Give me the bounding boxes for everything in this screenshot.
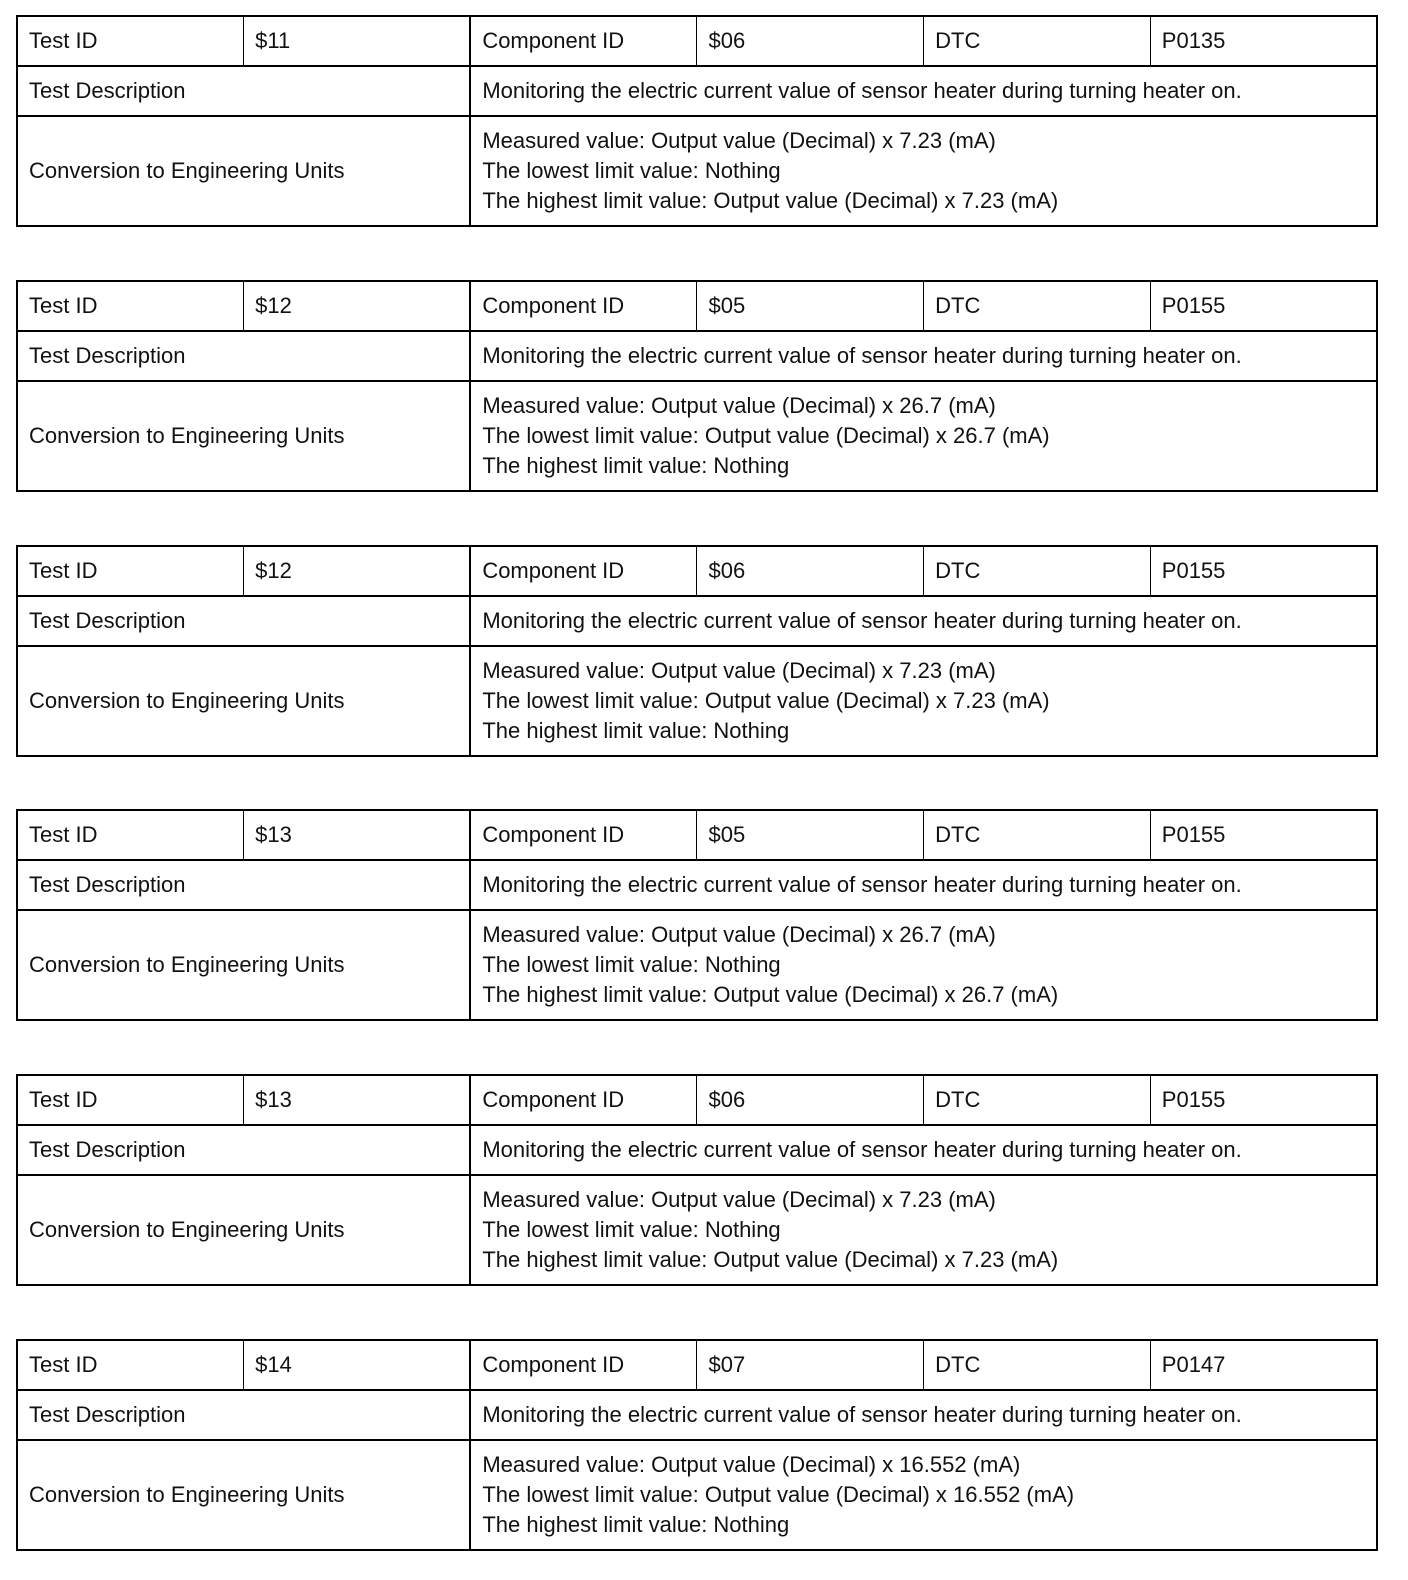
conversion-label: Conversion to Engineering Units <box>17 1175 470 1285</box>
component-id-label: Component ID <box>470 546 697 596</box>
conversion-line: Measured value: Output value (Decimal) x 7.23 (mA) <box>482 1187 996 1213</box>
test-description-label: Test Description <box>17 1125 470 1175</box>
test-id-label: Test ID <box>17 16 244 66</box>
test-id-label: Test ID <box>17 1340 244 1390</box>
description-row <box>17 1125 1377 1175</box>
test-spec-table <box>16 545 1378 757</box>
conversion-value <box>470 381 1377 491</box>
test-description-label: Test Description <box>17 66 470 116</box>
test-description-value: Monitoring the electric current value of sensor heater during turning heater on. <box>470 1390 1377 1440</box>
description-row <box>17 331 1377 381</box>
conversion-line: The highest limit value: Output value (Decimal) x 26.7 (mA) <box>482 982 1059 1008</box>
component-id-label: Component ID <box>470 1340 697 1390</box>
id-row <box>17 1340 1377 1390</box>
conversion-label: Conversion to Engineering Units <box>17 381 470 491</box>
conversion-value <box>470 116 1377 226</box>
test-spec-table <box>16 809 1378 1021</box>
dtc-label: DTC <box>924 16 1151 66</box>
component-id-value: $05 <box>697 281 924 331</box>
component-id-value: $06 <box>697 1075 924 1125</box>
conversion-line: The highest limit value: Output value (Decimal) x 7.23 (mA) <box>482 1247 1059 1273</box>
test-id-value: $13 <box>244 810 471 860</box>
component-id-value: $07 <box>697 1340 924 1390</box>
test-spec-table <box>16 15 1378 227</box>
description-row <box>17 860 1377 910</box>
conversion-line: The lowest limit value: Nothing <box>482 952 781 978</box>
conversion-line: The highest limit value: Nothing <box>482 717 790 743</box>
test-id-value: $14 <box>244 1340 471 1390</box>
conversion-row <box>17 381 1377 491</box>
conversion-line: The lowest limit value: Output value (Decimal) x 7.23 (mA) <box>482 687 1050 713</box>
test-description-label: Test Description <box>17 331 470 381</box>
test-id-label: Test ID <box>17 810 244 860</box>
conversion-row <box>17 1440 1377 1550</box>
dtc-label: DTC <box>924 1340 1151 1390</box>
id-row <box>17 16 1377 66</box>
test-id-label: Test ID <box>17 281 244 331</box>
dtc-label: DTC <box>924 1075 1151 1125</box>
description-row <box>17 66 1377 116</box>
test-id-label: Test ID <box>17 546 244 596</box>
description-row <box>17 596 1377 646</box>
component-id-value: $06 <box>697 16 924 66</box>
test-description-label: Test Description <box>17 596 470 646</box>
component-id-value: $05 <box>697 810 924 860</box>
component-id-label: Component ID <box>470 1075 697 1125</box>
conversion-line: The lowest limit value: Output value (Decimal) x 16.552 (mA) <box>482 1482 1075 1507</box>
id-row <box>17 1075 1377 1125</box>
test-id-label: Test ID <box>17 1075 244 1125</box>
test-description-label: Test Description <box>17 1390 470 1440</box>
conversion-line: Measured value: Output value (Decimal) x 26.7 (mA) <box>482 922 996 948</box>
dtc-value: P0155 <box>1150 810 1377 860</box>
conversion-line: Measured value: Output value (Decimal) x 26.7 (mA) <box>482 392 996 418</box>
test-id-value: $11 <box>244 16 471 66</box>
test-id-value: $12 <box>244 281 471 331</box>
test-description-value: Monitoring the electric current value of sensor heater during turning heater on. <box>470 66 1377 116</box>
conversion-line: Measured value: Output value (Decimal) x 7.23 (mA) <box>482 128 996 153</box>
dtc-label: DTC <box>924 281 1151 331</box>
dtc-value: P0147 <box>1150 1340 1377 1390</box>
dtc-label: DTC <box>924 810 1151 860</box>
conversion-label: Conversion to Engineering Units <box>17 646 470 756</box>
conversion-value <box>470 1175 1377 1285</box>
conversion-line: The highest limit value: Output value (Decimal) x 7.23 (mA) <box>482 188 1059 213</box>
test-id-value: $12 <box>244 546 471 596</box>
component-id-label: Component ID <box>470 281 697 331</box>
conversion-value <box>470 646 1377 756</box>
conversion-line: The highest limit value: Nothing <box>482 1512 790 1537</box>
conversion-row <box>17 116 1377 226</box>
conversion-label: Conversion to Engineering Units <box>17 116 470 226</box>
conversion-label: Conversion to Engineering Units <box>17 1440 470 1550</box>
test-description-value: Monitoring the electric current value of sensor heater during turning heater on. <box>470 860 1377 910</box>
id-row <box>17 281 1377 331</box>
component-id-label: Component ID <box>470 16 697 66</box>
test-id-value: $13 <box>244 1075 471 1125</box>
conversion-value <box>470 910 1377 1020</box>
conversion-line: Measured value: Output value (Decimal) x 16.552 (mA) <box>482 1452 1021 1477</box>
id-row <box>17 546 1377 596</box>
test-description-value: Monitoring the electric current value of sensor heater during turning heater on. <box>470 596 1377 646</box>
dtc-value: P0155 <box>1150 1075 1377 1125</box>
dtc-value: P0135 <box>1150 16 1377 66</box>
conversion-label: Conversion to Engineering Units <box>17 910 470 1020</box>
test-description-value: Monitoring the electric current value of sensor heater during turning heater on. <box>470 1125 1377 1175</box>
conversion-line: The lowest limit value: Output value (Decimal) x 26.7 (mA) <box>482 422 1050 448</box>
conversion-line: Measured value: Output value (Decimal) x 7.23 (mA) <box>482 657 996 683</box>
dtc-value: P0155 <box>1150 546 1377 596</box>
dtc-label: DTC <box>924 546 1151 596</box>
id-row <box>17 810 1377 860</box>
description-row <box>17 1390 1377 1440</box>
conversion-value <box>470 1440 1377 1550</box>
conversion-line: The lowest limit value: Nothing <box>482 158 781 183</box>
component-id-label: Component ID <box>470 810 697 860</box>
test-spec-table <box>16 280 1378 492</box>
conversion-row <box>17 1175 1377 1285</box>
component-id-value: $06 <box>697 546 924 596</box>
test-spec-table <box>16 1339 1378 1551</box>
test-description-label: Test Description <box>17 860 470 910</box>
conversion-line: The lowest limit value: Nothing <box>482 1217 781 1243</box>
dtc-value: P0155 <box>1150 281 1377 331</box>
conversion-row <box>17 646 1377 756</box>
conversion-line: The highest limit value: Nothing <box>482 452 790 478</box>
test-description-value: Monitoring the electric current value of sensor heater during turning heater on. <box>470 331 1377 381</box>
conversion-row <box>17 910 1377 1020</box>
test-spec-table <box>16 1074 1378 1286</box>
